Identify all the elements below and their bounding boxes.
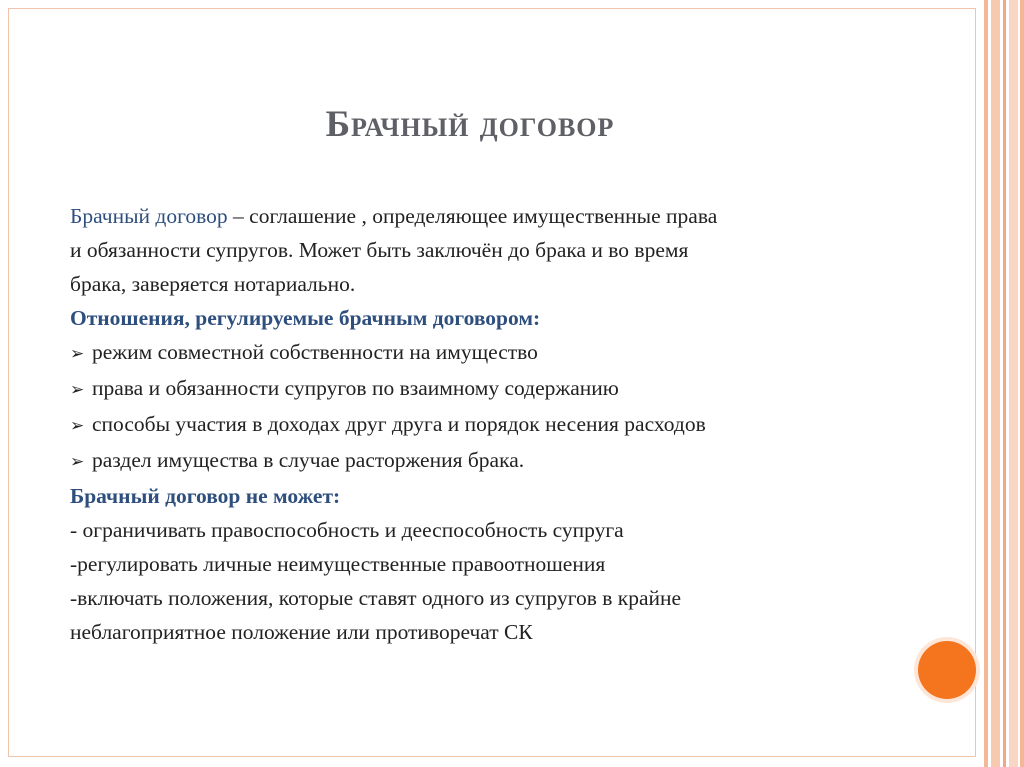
- arrowhead-bullet-icon: ➢: [70, 452, 85, 472]
- restrictions-item: -включать положения, которые ставят одного из супругов в крайне: [70, 586, 682, 610]
- decorative-stripe: [991, 0, 1000, 767]
- restrictions-item: -регулировать личные неимущественные правоотношения: [70, 552, 606, 576]
- restrictions-item: неблагоприятное положение или противоречат СК: [70, 620, 533, 644]
- decorative-stripe: [984, 0, 988, 767]
- relations-item-text: раздел имущества в случае расторжения брака.: [92, 448, 525, 472]
- slide-title: Брачный договор: [325, 104, 615, 145]
- definition-line-1: [70, 199, 940, 233]
- slide-body: [70, 199, 940, 649]
- definition-term: Брачный договор: [70, 204, 228, 228]
- arrowhead-bullet-icon: ➢: [70, 344, 85, 364]
- relations-item: [70, 371, 940, 407]
- relations-item: [70, 407, 940, 443]
- relations-heading: Отношения, регулируемые брачным договором:: [70, 306, 541, 330]
- relations-item-text: способы участия в доходах друг друга и порядок несения расходов: [92, 412, 706, 436]
- decorative-stripe: [1003, 0, 1006, 767]
- arrowhead-bullet-icon: ➢: [70, 380, 85, 400]
- relations-item-text: режим совместной собственности на имущество: [92, 340, 538, 364]
- decorative-stripe: [1020, 0, 1024, 767]
- relations-item: [70, 335, 940, 371]
- definition-text: – соглашение , определяющее имущественные права: [227, 204, 718, 228]
- relations-item-text: права и обязанности супругов по взаимному содержанию: [92, 376, 619, 400]
- restrictions-item: - ограничивать правоспособность и дееспособность супруга: [70, 518, 624, 542]
- restrictions-heading: Брачный договор не может:: [70, 484, 341, 508]
- decorative-circle: [918, 641, 976, 699]
- definition-line-3: брака, заверяется нотариально.: [70, 272, 356, 296]
- arrowhead-bullet-icon: ➢: [70, 416, 85, 436]
- decorative-stripe: [1009, 0, 1018, 767]
- definition-line-2: и обязанности супругов. Может быть заключён до брака и во время: [70, 238, 689, 262]
- relations-item: [70, 443, 940, 479]
